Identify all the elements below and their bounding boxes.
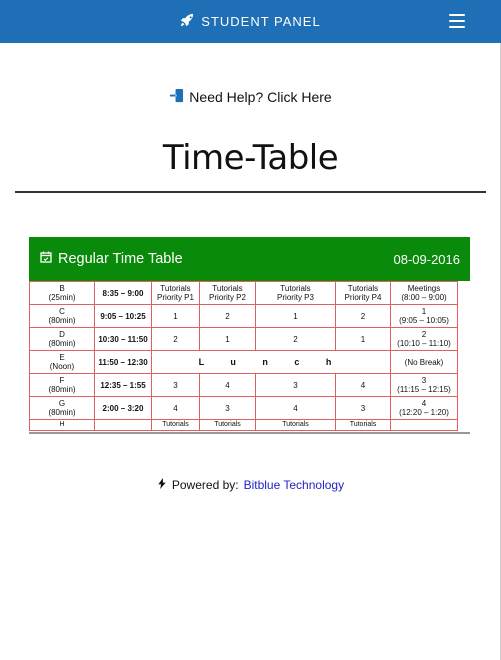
slot-cell: 1	[336, 328, 391, 351]
brand[interactable]	[180, 13, 320, 30]
table-row	[30, 305, 458, 328]
slot-cell: 2	[336, 305, 391, 328]
slot-cell: Tutorials	[200, 420, 256, 431]
time-cell: 10:30 – 11:50	[95, 328, 152, 351]
page-title: Time-Table	[162, 138, 339, 178]
timetable-header	[29, 237, 470, 281]
help-link-label: Need Help? Click Here	[189, 89, 332, 105]
table-row	[30, 374, 458, 397]
slot-cell: Tutorials Priority P4	[336, 282, 391, 305]
slot-cell: Tutorials	[152, 420, 200, 431]
help-link-row	[0, 88, 501, 106]
company-link[interactable]: Bitblue Technology	[243, 478, 345, 492]
period-cell: E (Noon)	[30, 351, 95, 374]
period-cell: C (80min)	[30, 305, 95, 328]
slot-cell: Tutorials Priority P3	[256, 282, 336, 305]
slot-cell: Tutorials Priority P1	[152, 282, 200, 305]
period-cell: D (80min)	[30, 328, 95, 351]
title-divider	[15, 191, 486, 193]
slot-cell	[391, 420, 458, 431]
lunch-cell: L u n c h	[152, 351, 391, 374]
time-cell: 9:05 – 10:25	[95, 305, 152, 328]
help-link[interactable]	[169, 88, 331, 106]
slot-cell: 3	[256, 374, 336, 397]
powered-by-label: Powered by:	[171, 478, 239, 492]
hamburger-menu-icon[interactable]	[449, 14, 465, 28]
table-row	[30, 420, 458, 431]
slot-cell: 2	[256, 328, 336, 351]
slot-cell: 3	[152, 374, 200, 397]
slot-cell: 4	[200, 374, 256, 397]
period-cell: B (25min)	[30, 282, 95, 305]
app-title: STUDENT PANEL	[201, 14, 321, 29]
slot-cell: 1	[200, 328, 256, 351]
timetable-card	[29, 237, 470, 434]
table-row	[30, 328, 458, 351]
slot-cell: Meetings (8:00 – 9:00)	[391, 282, 458, 305]
timetable-date: 08-09-2016	[393, 251, 460, 267]
slot-cell: 3	[200, 397, 256, 420]
rocket-icon	[180, 13, 194, 30]
slot-cell: 4	[336, 374, 391, 397]
slot-cell: 3	[336, 397, 391, 420]
timetable-heading: Regular Time Table	[58, 251, 183, 267]
calendar-icon	[40, 251, 52, 267]
period-cell: F (80min)	[30, 374, 95, 397]
bolt-icon	[157, 478, 167, 492]
time-cell	[95, 420, 152, 431]
slot-cell: 2	[152, 328, 200, 351]
footer-powered-by	[0, 478, 501, 492]
slot-cell: Tutorials Priority P2	[200, 282, 256, 305]
slot-cell: 2 (10:10 – 11:10)	[391, 328, 458, 351]
slot-cell: 1	[152, 305, 200, 328]
timetable-image-table	[29, 281, 458, 431]
time-cell: 12:35 – 1:55	[95, 374, 152, 397]
slot-cell: 1	[256, 305, 336, 328]
slot-cell: Tutorials	[336, 420, 391, 431]
period-cell: G (80min)	[30, 397, 95, 420]
slot-cell: 3 (11:15 – 12:15)	[391, 374, 458, 397]
slot-cell: 2	[200, 305, 256, 328]
sign-in-icon	[169, 88, 184, 106]
slot-cell: 4	[256, 397, 336, 420]
time-cell: 11:50 – 12:30	[95, 351, 152, 374]
time-cell: 2:00 – 3:20	[95, 397, 152, 420]
slot-cell: 4	[152, 397, 200, 420]
top-navbar	[0, 0, 501, 43]
table-row	[30, 282, 458, 305]
table-row	[30, 351, 458, 374]
slot-cell: (No Break)	[391, 351, 458, 374]
table-row	[30, 397, 458, 420]
period-cell: H	[30, 420, 95, 431]
slot-cell: Tutorials	[256, 420, 336, 431]
slot-cell: 4 (12:20 – 1:20)	[391, 397, 458, 420]
slot-cell: 1 (9:05 – 10:05)	[391, 305, 458, 328]
time-cell: 8:35 – 9:00	[95, 282, 152, 305]
